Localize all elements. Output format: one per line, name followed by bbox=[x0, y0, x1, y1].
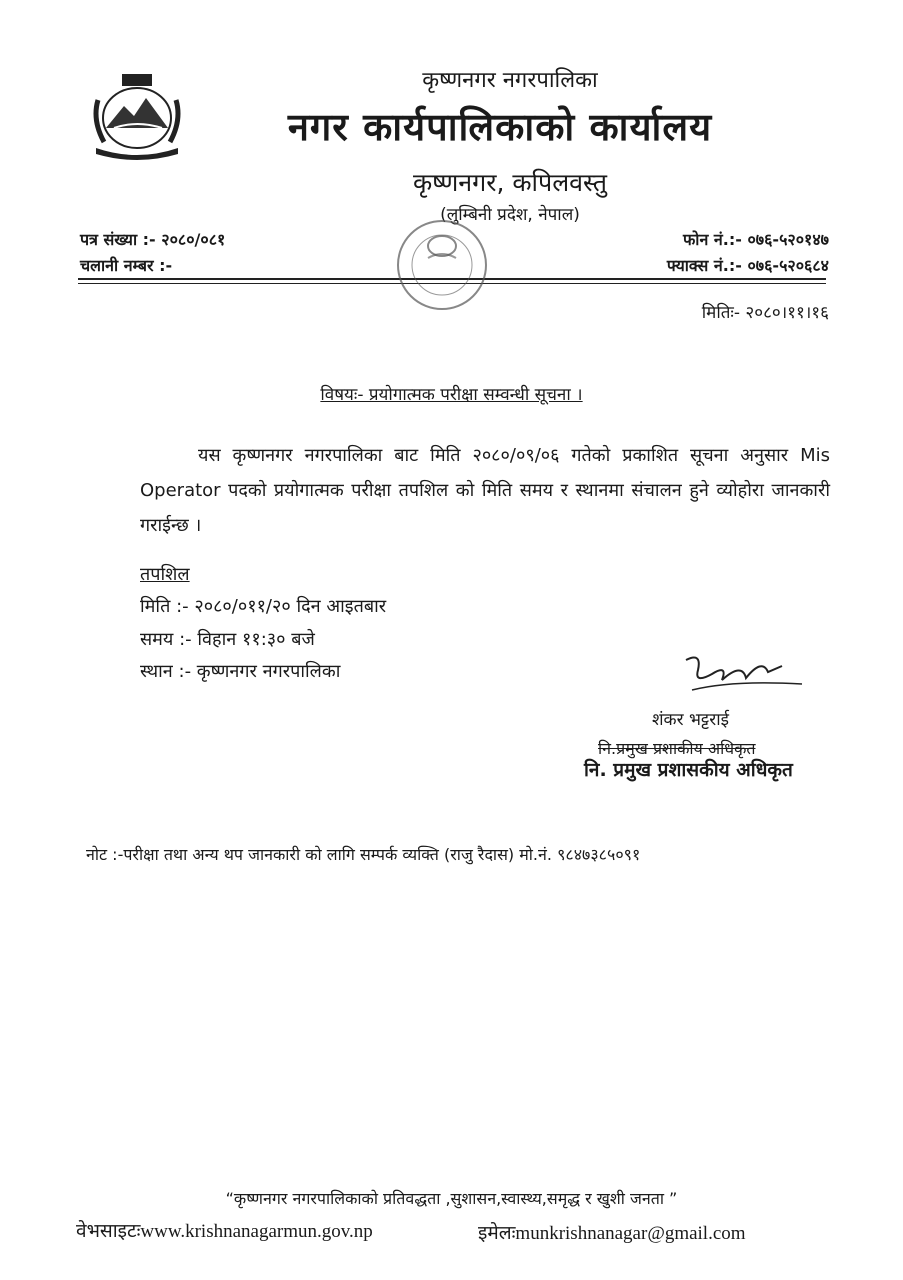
phone-number: फोन नं.:- ०७६-५२०१४७ bbox=[682, 230, 829, 249]
footer-motto: “कृष्णनगर नगरपालिकाको प्रतिवद्धता ,सुशासन,स्वास्थ्य,समृद्ध र खुशी जनता ” bbox=[225, 1189, 678, 1208]
subject-text: विषयः- प्रयोगात्मक परीक्षा सम्वन्धी सूचना । bbox=[320, 385, 583, 405]
notice-body: यस कृष्णनगर नगरपालिका बाट मिति २०८०/०९/०६ गतेको प्रकाशित सूचना अनुसार Mis Operator पदको प्रयोगात्मक परीक्षा तपशिल को मिति समय र स्थानमा संचालन हुने व्योहोरा जानकारी गराईन्छ । bbox=[140, 445, 830, 536]
address-city: कृष्णनगर, कपिलवस्तु bbox=[412, 168, 608, 197]
signer-title-stamp: नि. प्रमुख प्रशासकीय अधिकृत bbox=[584, 759, 793, 781]
office-stamp bbox=[382, 210, 502, 320]
contact-note: नोट :-परीक्षा तथा अन्य थप जानकारी को लागि सम्पर्क व्यक्ति (राजु रैदास) मो.नं. ९८४७३८५०९१ bbox=[86, 845, 641, 864]
letter-number: पत्र संख्या :- २०८०/०८१ bbox=[80, 230, 226, 249]
footer-website: वेभसाइटःwww.krishnanagarmun.gov.np bbox=[76, 1221, 373, 1242]
exam-time: समय :- विहान ११:३० बजे bbox=[140, 629, 315, 650]
office-title: नगर कार्यपालिकाको कार्यालय bbox=[287, 105, 713, 149]
subject-line bbox=[0, 382, 903, 405]
signer-title-handwritten: नि.प्रमुख प्रशाकीय अधिकृत bbox=[598, 739, 756, 758]
address-province: (लुम्बिनी प्रदेश, नेपाल) bbox=[440, 205, 580, 225]
exam-place: स्थान :- कृष्णनगर नगरपालिका bbox=[140, 661, 341, 682]
exam-date: मिति :- २०८०/०११/२० दिन आइतबार bbox=[140, 596, 387, 617]
dispatch-number: चलानी नम्बर :- bbox=[80, 256, 173, 275]
footer-email: इमेलःmunkrishnanagar@gmail.com bbox=[478, 1223, 746, 1244]
signer-name: शंकर भट्टराई bbox=[652, 710, 729, 730]
nepal-emblem-logo bbox=[84, 70, 190, 160]
fax-number: फ्याक्स नं.:- ०७६-५२०६८४ bbox=[666, 256, 829, 275]
details-heading: तपशिल bbox=[140, 564, 190, 585]
handwritten-signature bbox=[672, 650, 812, 710]
municipality-name: कृष्णनगर नगरपालिका bbox=[422, 68, 598, 93]
letter-date: मितिः- २०८०।११।१६ bbox=[701, 303, 829, 323]
